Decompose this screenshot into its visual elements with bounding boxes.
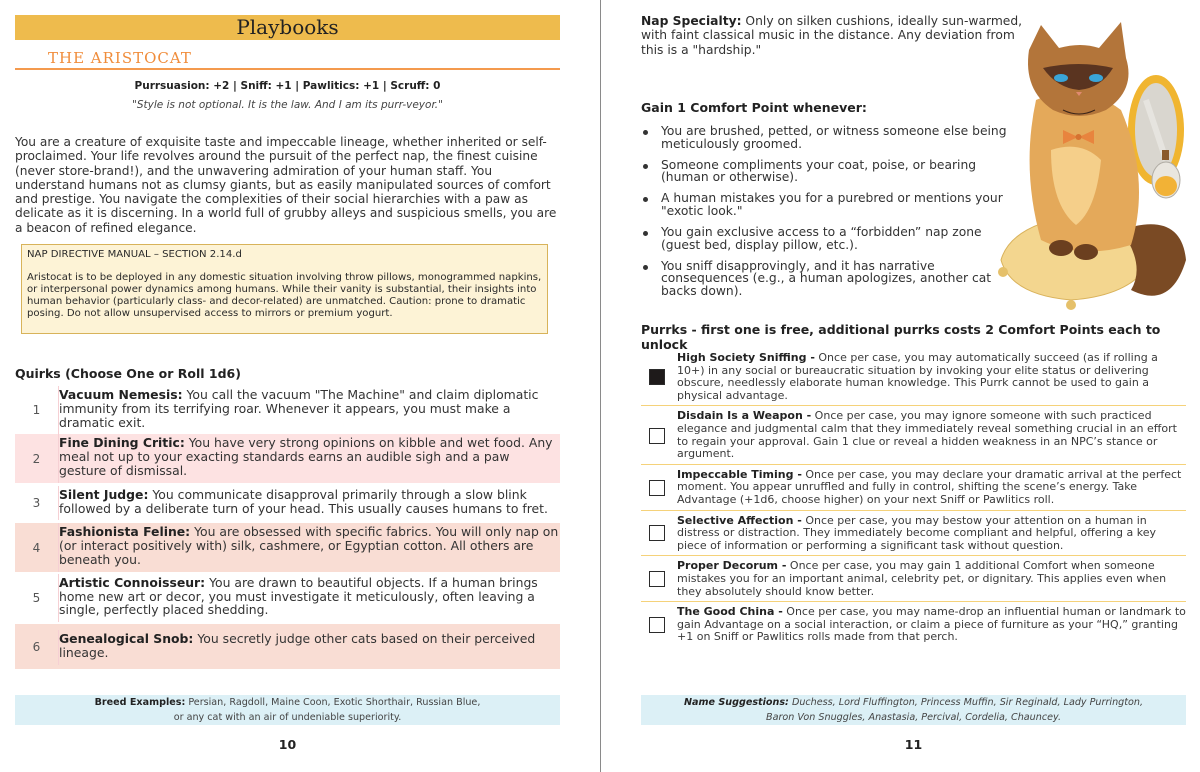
intro-paragraph: You are a creature of exquisite taste and impeccable lineage, whether inherited or self-proclaimed. Your life revolves around the pursuit of the perfect nap, the finest cuisine (never store-brand!), and the unwavering admiration of your human staff. You understand humans not as clumsy giants, but as easily manipulated sources of comfort and prestige. You navigate the complexities of their social hierarchies with a paw as delicate as it is discerning. In a world full of grubby alleys and suspicious smells, you are a beacon of refined elegance.: [15, 135, 557, 235]
quirk-row: [15, 434, 560, 482]
gain-item: Someone compliments your coat, poise, or bearing (human or otherwise).: [641, 159, 1011, 184]
quirk-text: You call the vacuum "The Machine" and claim diplomatic immunity from its terrifying roar. Whenever it appears, you must make a dramatic exit.: [59, 387, 539, 430]
gain-item: You gain exclusive access to a “forbidden” nap zone (guest bed, display pillow, etc.).: [641, 226, 1011, 251]
quirk-row: [15, 572, 560, 624]
gain-item: You sniff disapprovingly, and it has narrative consequences (e.g., a human apologizes, another cat backs down).: [641, 260, 1011, 298]
directive-title: NAP DIRECTIVE MANUAL – SECTION 2.14.d: [27, 249, 242, 260]
motto-quote: "Style is not optional. It is the law. And I am its purr-veyor.": [132, 99, 443, 111]
right-page: [601, 0, 1200, 772]
quirk-name: Fashionista Feline:: [59, 524, 191, 540]
quirk-row: [15, 386, 560, 434]
breed-line-1: Persian, Ragdoll, Maine Coon, Exotic Shorthair, Russian Blue,: [185, 697, 481, 708]
quirk-name: Fine Dining Critic:: [59, 435, 185, 451]
quirk-row: [15, 624, 560, 669]
quirk-row: [15, 523, 560, 571]
aristocat-illustration: [981, 10, 1200, 310]
purrk-row: [641, 348, 1186, 406]
quirk-number: 1: [15, 386, 59, 434]
quirk-row: [15, 483, 560, 524]
breed-examples-box: [15, 695, 560, 725]
subtitle-rule: [15, 68, 560, 70]
purrks-heading: Purrks - first one is free, additional purrks costs 2 Comfort Points each to unlock: [641, 322, 1161, 352]
quirk-number: 3: [15, 486, 59, 521]
quirk-text: You have very strong opinions on kibble and wet food. Any meal not up to your exacting standards earns an audible sigh and a paw gesture of dismissal.: [59, 435, 553, 478]
breed-label: Breed Examples:: [94, 697, 186, 708]
quirk-name: Genealogical Snob:: [59, 631, 194, 647]
quirk-name: Artistic Connoisseur:: [59, 574, 206, 590]
quirks-heading: Quirks (Choose One or Roll 1d6): [15, 366, 241, 381]
quirk-number: 5: [15, 574, 59, 622]
purrk-text: Once per case, you may automatically succeed (as if rolling a 10+) in any social or bureaucratic situation by invoking your elite status or delivering obscure, needlessly elaborate human knowledge. This Purrk cannot be used to gain a physical advantage.: [677, 351, 1158, 402]
gain-list: [641, 125, 1011, 306]
purrk-name: Impeccable Timing -: [677, 467, 802, 481]
nap-text: Only on silken cushions, ideally sun-warmed, with faint classical music in the distance. Any deviation from this is a "hardship.": [641, 14, 1023, 57]
purrk-checkbox[interactable]: [649, 480, 665, 496]
purrk-checkbox[interactable]: [649, 428, 665, 444]
quirk-number: 4: [15, 523, 59, 571]
names-line-2: Baron Von Snuggles, Anastasia, Percival, Cordelia, Chauncey.: [766, 712, 1061, 723]
quirk-name: Vacuum Nemesis:: [59, 387, 183, 402]
page-number: 11: [904, 737, 923, 752]
breed-line-2: or any cat with an air of undeniable superiority.: [173, 712, 402, 723]
quirk-text: You secretly judge other cats based on their perceived lineage.: [59, 631, 536, 660]
nap-label: Nap Specialty:: [641, 14, 742, 28]
page-banner-title: Playbooks: [15, 15, 560, 40]
quirk-number: 2: [15, 434, 59, 482]
names-label: Name Suggestions:: [684, 697, 789, 708]
purrk-name: Proper Decorum -: [677, 559, 787, 573]
purrk-row: [641, 556, 1186, 602]
quirk-text: You communicate disapproval primarily through a slow blink followed by a deliberate turn of your head. This usually causes humans to fret.: [59, 486, 548, 516]
purrk-name: The Good China -: [677, 605, 783, 619]
quirk-number: 6: [15, 630, 59, 665]
gain-heading: Gain 1 Comfort Point whenever:: [641, 100, 867, 115]
purrk-checkbox[interactable]: [649, 571, 665, 587]
purrk-name: Selective Affection -: [677, 513, 802, 527]
purrk-text: Once per case, you may bestow your attention on a human in distress or distraction. They immediately become compliant and helpful, offering a key piece of information or performing a significant task without question.: [677, 513, 1157, 552]
purrk-row: [641, 406, 1186, 464]
directive-box: [21, 244, 548, 334]
purrk-text: Once per case, you may gain 1 additional Comfort when someone mistakes you for an important animal, celebrity pet, or dignitary. This applies even when they absolutely should know better.: [677, 559, 1167, 598]
purrk-checkbox-checked[interactable]: [649, 369, 665, 385]
purrk-text: Once per case, you may declare your dramatic arrival at the perfect moment. You appear unruffled and fully in control, shifting the scene’s energy. Take Advantage (+1d6, choose higher) on your next Sniff or Pawlitics roll.: [677, 467, 1182, 506]
purrk-text: Once per case, you may ignore someone with such practiced elegance and judgmental calm that they immediately reveal something crucial in an effort to regain your approval. Gain 1 clue or reveal a hidden weakness in an NPC’s stance or argument.: [677, 409, 1177, 461]
purrk-row: [641, 511, 1186, 557]
directive-body: Aristocat is to be deployed in any domestic situation involving throw pillows, monogrammed napkins, or interpersonal power dynamics among humans. While their vanity is substantial, their insights into human behavior (particularly class- and decor-related) are unmatched. Caution: prone to dramatic posing. Do not allow unsupervised access to mirrors or premium yogurt.: [27, 272, 542, 319]
purrks-list: [641, 348, 1186, 647]
nap-specialty: [641, 14, 1033, 57]
quirks-table: [15, 386, 560, 669]
stats-line: Purrsuasion: +2 | Sniff: +1 | Pawlitics: +1 | Scruff: 0: [134, 80, 441, 92]
purrk-name: Disdain Is a Weapon -: [677, 409, 812, 423]
purrk-text: Once per case, you may name-drop an influential human or landmark to gain Advantage on a social interaction, or claim a piece of furniture as your “HQ,” granting +1 on Sniff or Pawlitics rolls made from that perch.: [677, 605, 1186, 644]
names-line-1: Duchess, Lord Fluffington, Princess Muffin, Sir Reginald, Lady Purrington,: [788, 697, 1143, 708]
purrk-row: [641, 465, 1186, 511]
playbook-subtitle: THE ARISTOCAT: [48, 49, 192, 67]
purrk-checkbox[interactable]: [649, 525, 665, 541]
quirk-text: You are obsessed with specific fabrics. You will only nap on (or interact positively with) silk, cashmere, or Egyptian cotton. All others are beneath you.: [59, 524, 559, 567]
purrk-row: [641, 602, 1186, 647]
name-suggestions-box: [641, 695, 1186, 725]
purrk-checkbox[interactable]: [649, 617, 665, 633]
purrk-name: High Society Sniffing -: [677, 351, 815, 364]
page-number: 10: [278, 737, 297, 752]
gain-item: You are brushed, petted, or witness someone else being meticulously groomed.: [641, 125, 1011, 150]
gain-item: A human mistakes you for a purebred or mentions your "exotic look.": [641, 192, 1041, 217]
quirk-text: You are drawn to beautiful objects. If a human brings home new art or decor, you must investigate it meticulously, often leaving a single, perfectly placed shedding.: [59, 574, 538, 618]
quirk-name: Silent Judge:: [59, 486, 149, 502]
